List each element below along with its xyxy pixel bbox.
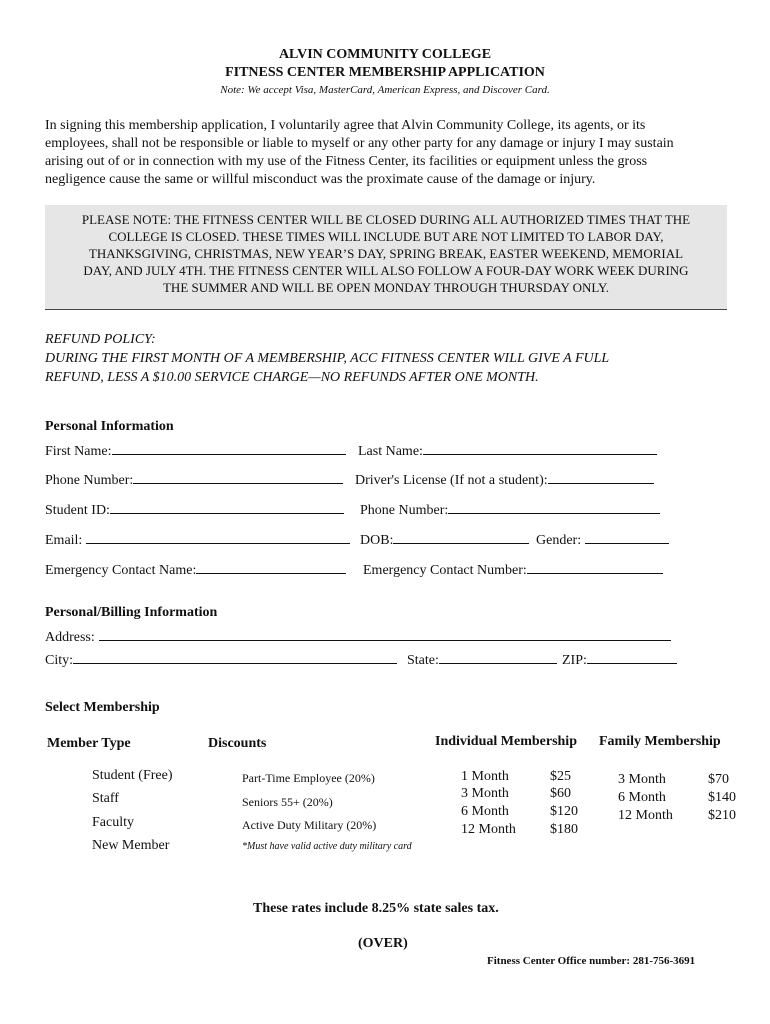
member-type-faculty[interactable]: Faculty: [92, 815, 134, 830]
college-name: ALVIN COMMUNITY COLLEGE: [278, 47, 492, 62]
individual-term[interactable]: 1 Month: [461, 769, 509, 784]
family-price: $210: [708, 808, 736, 823]
closure-note-line: PLEASE NOTE: THE FITNESS CENTER WILL BE CLOSED DURING ALL AUTHORIZED TIMES THAT THE: [81, 212, 691, 227]
zip-label: ZIP:: [562, 653, 587, 668]
family-price: $140: [708, 790, 736, 805]
emergency-name-label: Emergency Contact Name:: [45, 563, 197, 578]
waiver-line: negligence cause the same or willful misconduct was the proximate cause of the damage or injury.: [45, 172, 596, 187]
office-number: Fitness Center Office number: 281-756-3691: [487, 955, 696, 967]
dob-field[interactable]: [360, 531, 529, 549]
emergency-number-blank[interactable]: [527, 561, 663, 574]
phone2-label: Phone Number:: [360, 503, 449, 518]
family-price: $70: [708, 772, 729, 787]
individual-price: $180: [550, 822, 578, 837]
closure-note-line: THANKSGIVING, CHRISTMAS, NEW YEAR’S DAY, SPRING BREAK, EASTER WEEKEND, MEMORIAL: [88, 246, 684, 261]
closure-note-box: [45, 205, 727, 310]
emergency-number-label: Emergency Contact Number:: [363, 563, 527, 578]
waiver-paragraph: [45, 117, 735, 189]
student-id-label: Student ID:: [45, 503, 110, 518]
refund-line: REFUND, LESS A $10.00 SERVICE CHARGE—NO REFUNDS AFTER ONE MONTH.: [45, 370, 539, 385]
individual-term[interactable]: 12 Month: [461, 822, 516, 837]
select-membership-heading: Select Membership: [45, 700, 160, 715]
zip-blank[interactable]: [587, 651, 677, 664]
member-type-new-member[interactable]: New Member: [92, 838, 170, 853]
last-name-blank[interactable]: [423, 442, 657, 455]
state-label: State:: [407, 653, 439, 668]
waiver-line: In signing this membership application, I voluntarily agree that Alvin Community College, its agents, or its: [45, 118, 646, 133]
last-name-field[interactable]: [358, 442, 657, 460]
individual-price: $25: [550, 769, 571, 784]
last-name-label: Last Name:: [358, 444, 423, 459]
personal-info-heading: Personal Information: [45, 419, 174, 434]
city-field[interactable]: [45, 651, 397, 669]
first-name-label: First Name:: [45, 444, 112, 459]
phone2-blank[interactable]: [448, 501, 660, 514]
address-field[interactable]: [45, 628, 671, 646]
family-membership-header: Family Membership: [599, 734, 721, 749]
discount-military-note: *Must have valid active duty military card: [242, 841, 412, 852]
emergency-number-field[interactable]: [363, 561, 663, 579]
refund-policy: [45, 330, 609, 387]
dob-blank[interactable]: [393, 531, 529, 544]
emergency-name-field[interactable]: [45, 561, 346, 579]
gender-field[interactable]: [536, 531, 669, 549]
gender-blank[interactable]: [585, 531, 669, 544]
drivers-license-field[interactable]: [355, 471, 654, 489]
family-term[interactable]: 6 Month: [618, 790, 666, 805]
first-name-blank[interactable]: [112, 442, 346, 455]
closure-note-line: THE SUMMER AND WILL BE OPEN MONDAY THROUGH THURSDAY ONLY.: [162, 280, 610, 295]
member-type-header: Member Type: [47, 736, 131, 751]
family-term[interactable]: 12 Month: [618, 808, 673, 823]
waiver-line: employees, shall not be responsible or liable to myself or any other party for any damage or injury I may sustain: [45, 136, 674, 151]
phone-blank[interactable]: [133, 471, 343, 484]
address-label: Address:: [45, 630, 95, 645]
refund-heading: REFUND POLICY:: [45, 332, 156, 347]
gender-label: Gender:: [536, 533, 582, 548]
individual-membership-header: Individual Membership: [435, 734, 577, 749]
member-type-student[interactable]: Student (Free): [92, 768, 173, 783]
city-label: City:: [45, 653, 74, 668]
discount-seniors[interactable]: Seniors 55+ (20%): [242, 795, 333, 809]
first-name-field[interactable]: [45, 442, 346, 460]
email-blank[interactable]: [86, 531, 350, 544]
discount-military[interactable]: Active Duty Military (20%): [242, 818, 377, 832]
member-type-staff[interactable]: Staff: [92, 791, 119, 806]
individual-term[interactable]: 3 Month: [461, 786, 509, 801]
individual-term[interactable]: 6 Month: [461, 804, 509, 819]
billing-heading: Personal/Billing Information: [45, 605, 218, 620]
phone-field[interactable]: [45, 471, 343, 489]
form-title: FITNESS CENTER MEMBERSHIP APPLICATION: [225, 65, 545, 80]
waiver-line: arising out of or in connection with my use of the Fitness Center, its facilities or equipment unless the gross: [45, 154, 648, 169]
email-label: Email:: [45, 533, 83, 548]
address-blank[interactable]: [99, 628, 671, 641]
zip-field[interactable]: [562, 651, 677, 669]
family-term[interactable]: 3 Month: [618, 772, 666, 787]
phone2-field[interactable]: [360, 501, 660, 519]
closure-note-line: DAY, AND JULY 4TH. THE FITNESS CENTER WILL ALSO FOLLOW A FOUR-DAY WORK WEEK DURING: [83, 263, 689, 278]
individual-price: $60: [550, 786, 571, 801]
individual-price: $120: [550, 804, 578, 819]
discount-part-time[interactable]: Part-Time Employee (20%): [242, 771, 375, 785]
over-label: (OVER): [358, 936, 408, 951]
tax-note: These rates include 8.25% state sales tax.: [253, 901, 499, 916]
drivers-license-blank[interactable]: [548, 471, 654, 484]
refund-line: DURING THE FIRST MONTH OF A MEMBERSHIP, ACC FITNESS CENTER WILL GIVE A FULL: [45, 351, 610, 366]
drivers-license-label: Driver's License (If not a student):: [355, 473, 548, 488]
city-blank[interactable]: [73, 651, 397, 664]
state-blank[interactable]: [439, 651, 557, 664]
student-id-field[interactable]: [45, 501, 344, 519]
dob-label: DOB:: [360, 533, 394, 548]
student-id-blank[interactable]: [110, 501, 344, 514]
emergency-name-blank[interactable]: [196, 561, 346, 574]
discounts-header: Discounts: [208, 736, 267, 751]
payment-note: Note: We accept Visa, MasterCard, American Express, and Discover Card.: [220, 84, 550, 96]
email-field[interactable]: [45, 531, 350, 549]
phone-label: Phone Number:: [45, 473, 134, 488]
state-field[interactable]: [407, 651, 557, 669]
closure-note-line: COLLEGE IS CLOSED. THESE TIMES WILL INCLUDE BUT ARE NOT LIMITED TO LABOR DAY,: [108, 229, 664, 244]
